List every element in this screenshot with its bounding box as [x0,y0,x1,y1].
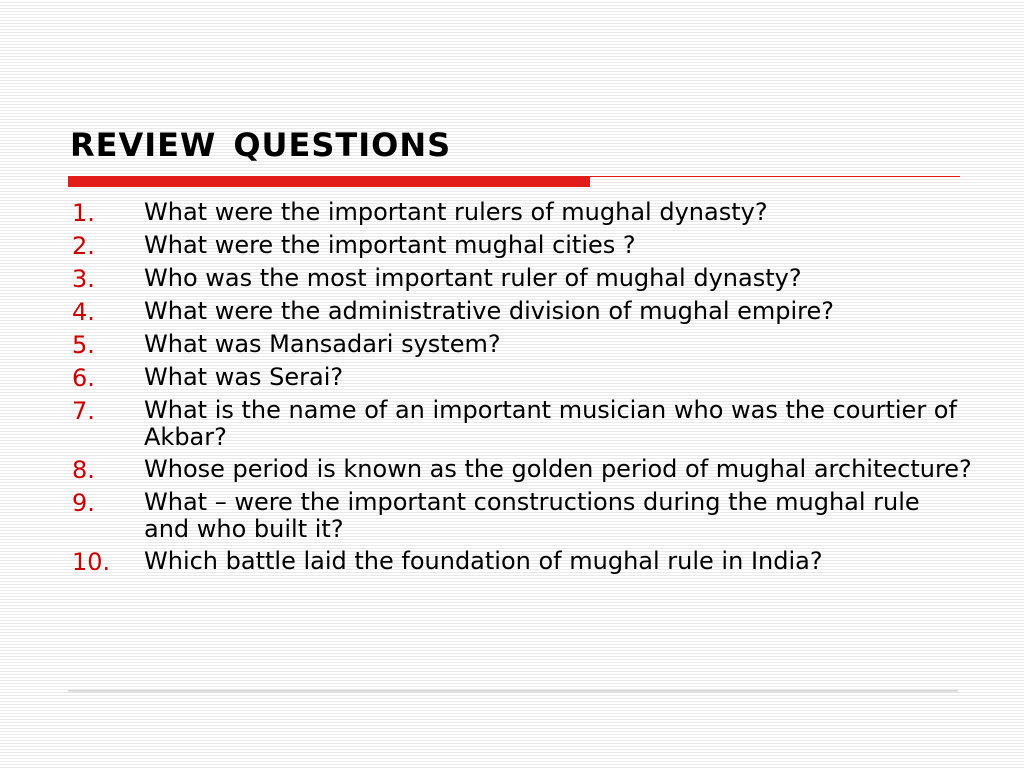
question-item [72,364,972,392]
question-list [72,199,972,581]
title-underline-thick [68,176,590,187]
question-number: 9. [72,489,95,517]
question-text: What were the administrative division of mughal empire? [144,297,835,325]
question-text: Whose period is known as the golden period of mughal architecture? [144,455,972,483]
question-text: What were the important rulers of mughal dynasty? [144,198,768,226]
question-item [72,489,972,543]
question-number: 6. [72,364,95,392]
question-number: 2. [72,232,95,260]
question-item [72,199,972,227]
question-item [72,548,972,576]
question-number: 5. [72,331,95,359]
question-number: 7. [72,397,95,425]
question-item [72,331,972,359]
question-text: What were the important mughal cities ? [144,231,636,259]
question-item [72,298,972,326]
question-item [72,397,972,451]
slide-title: review questions [70,113,452,167]
question-number: 10. [72,548,111,576]
question-text: What was Serai? [144,363,344,391]
question-text: What was Mansadari system? [144,330,501,358]
question-item [72,265,972,293]
footer-divider [68,690,958,693]
question-text: Who was the most important ruler of mughal dynasty? [144,264,802,292]
question-item [72,456,972,484]
question-number: 1. [72,199,95,227]
question-item [72,232,972,260]
question-number: 8. [72,456,95,484]
question-text: Which battle laid the foundation of mughal rule in India? [144,547,823,575]
question-text: What is the name of an important musician who was the courtier of Akbar? [144,396,957,451]
question-number: 4. [72,298,95,326]
question-text: What – were the important constructions during the mughal rule and who built it? [144,488,920,543]
title-underline-thin [590,176,960,177]
question-number: 3. [72,265,95,293]
